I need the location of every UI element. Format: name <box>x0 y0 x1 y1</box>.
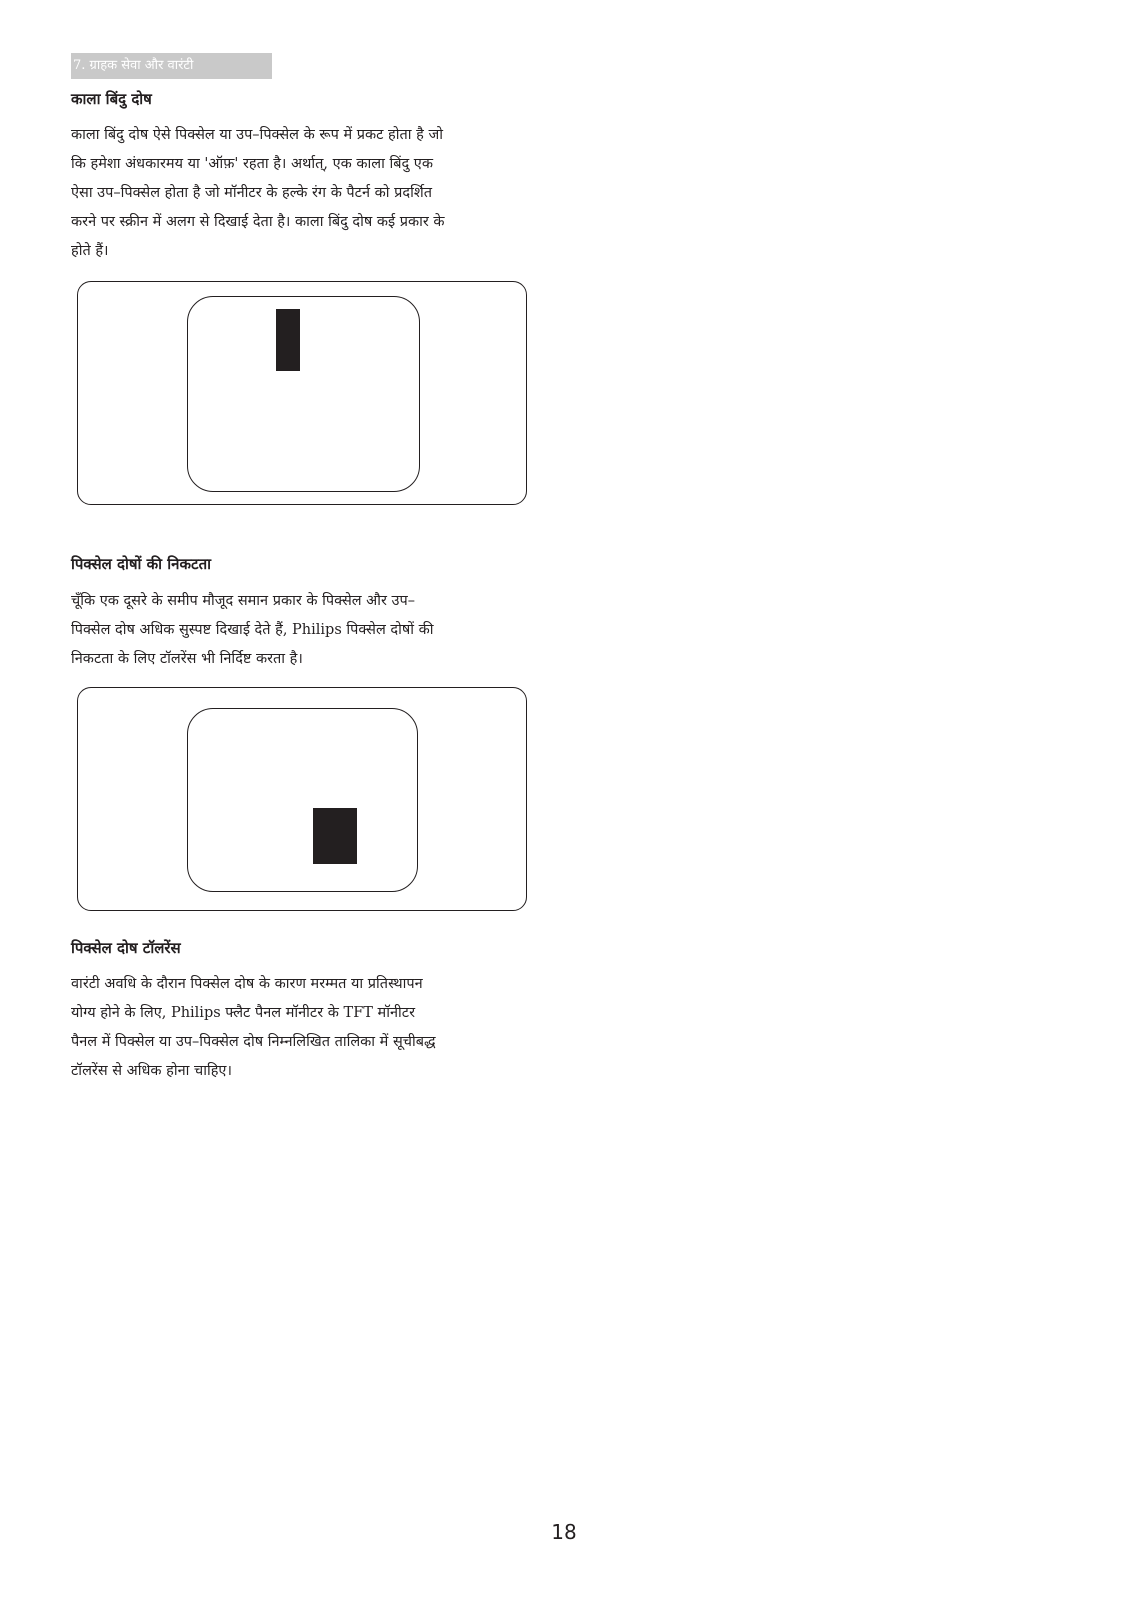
text-line: पैनल में पिक्सेल या उप–पिक्सेल दोष निम्नलिखित तालिका में सूचीबद्ध <box>71 1034 436 1050</box>
text-line: चूँकि एक दूसरे के समीप मौजूद समान प्रकार के पिक्सेल और उप– <box>71 593 415 609</box>
black-subpixel-defect <box>276 309 300 371</box>
text-line: योग्य होने के लिए, Philips फ्लैट पैनल मॉनीटर के TFT मॉनीटर <box>71 1005 415 1021</box>
heading-pixel-defect-proximity: पिक्सेल दोषों की निकटता <box>71 555 212 573</box>
black-pixel-defect <box>313 808 357 864</box>
heading-black-dot-defect: काला बिंदु दोष <box>71 90 152 108</box>
monitor-screen <box>187 708 418 892</box>
text-line: ऐसा उप–पिक्सेल होता है जो मॉनीटर के हल्के रंग के पैटर्न को प्रदर्शित <box>71 185 432 201</box>
proximity-illustration <box>77 687 527 911</box>
text-line: होते हैं। <box>71 243 109 259</box>
text-line: वारंटी अवधि के दौरान पिक्सेल दोष के कारण मरम्मत या प्रतिस्थापन <box>71 976 423 992</box>
section-tag: 7. ग्राहक सेवा और वारंटी <box>71 53 272 79</box>
text-line: निकटता के लिए टॉलरेंस भी निर्दिष्ट करता है। <box>71 651 303 667</box>
black-dot-illustration <box>77 281 527 505</box>
monitor-screen <box>187 296 420 492</box>
page-number: 18 <box>551 1520 577 1544</box>
paragraph-pixel-defect-tolerance <box>71 970 436 1086</box>
text-line: काला बिंदु दोष ऐसे पिक्सेल या उप–पिक्सेल के रूप में प्रकट होता है जो <box>71 127 443 143</box>
paragraph-black-dot-defect <box>71 121 445 266</box>
paragraph-pixel-defect-proximity <box>71 587 434 674</box>
text-line: कि हमेशा अंधकारमय या 'ऑफ़' रहता है। अर्थात्, एक काला बिंदु एक <box>71 156 433 172</box>
text-line: करने पर स्क्रीन में अलग से दिखाई देता है। काला बिंदु दोष कई प्रकार के <box>71 214 445 230</box>
text-line: पिक्सेल दोष अधिक सुस्पष्ट दिखाई देते हैं, Philips पिक्सेल दोषों की <box>71 622 434 638</box>
text-line: टॉलरेंस से अधिक होना चाहिए। <box>71 1063 232 1079</box>
heading-pixel-defect-tolerance: पिक्सेल दोष टॉलरेंस <box>71 939 181 957</box>
